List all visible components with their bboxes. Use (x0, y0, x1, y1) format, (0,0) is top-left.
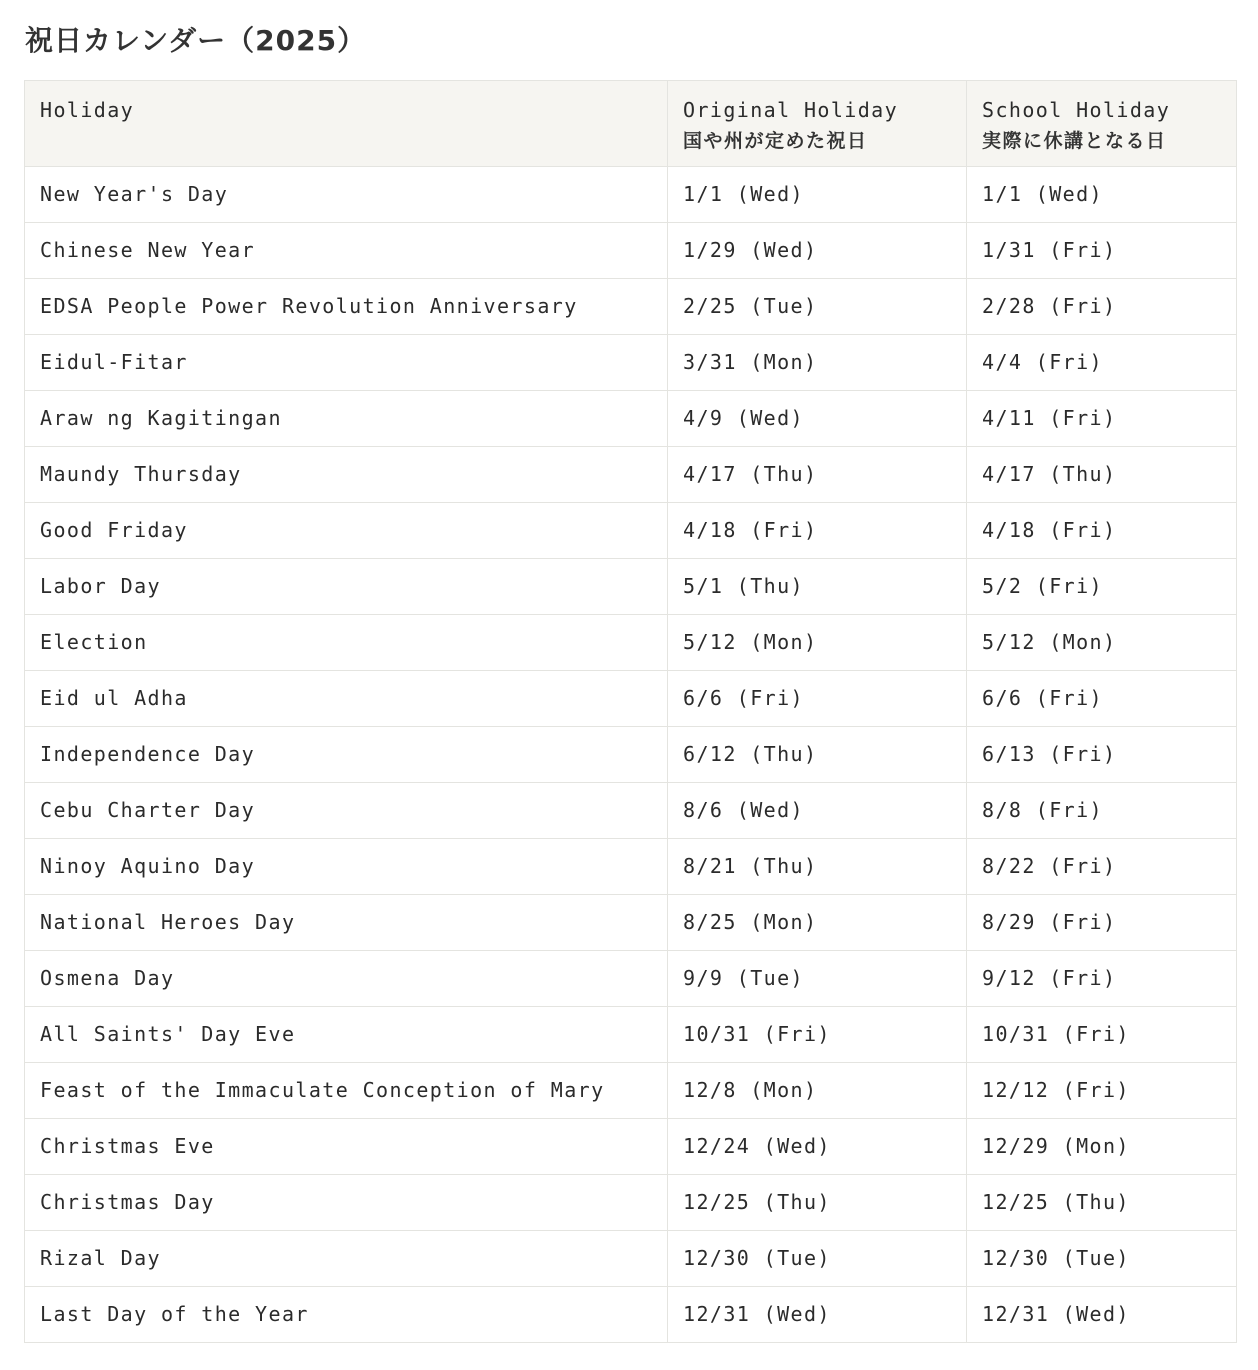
table-row (25, 783, 1237, 839)
table-row (25, 391, 1237, 447)
school-holiday-date-cell: 4/4 (Fri) (967, 335, 1237, 391)
header-holiday-label: Holiday (40, 98, 135, 122)
original-holiday-date-cell: 8/25 (Mon) (668, 895, 967, 951)
school-holiday-date-cell: 4/17 (Thu) (967, 447, 1237, 503)
original-holiday-date-cell: 12/24 (Wed) (668, 1119, 967, 1175)
holiday-name-cell: Eid ul Adha (25, 671, 668, 727)
school-holiday-date-cell: 12/31 (Wed) (967, 1287, 1237, 1343)
original-holiday-date-cell: 12/31 (Wed) (668, 1287, 967, 1343)
holiday-name-cell: Last Day of the Year (25, 1287, 668, 1343)
header-holiday (25, 81, 668, 167)
table-row (25, 839, 1237, 895)
holiday-name-cell: Eidul-Fitar (25, 335, 668, 391)
school-holiday-date-cell: 12/25 (Thu) (967, 1175, 1237, 1231)
original-holiday-date-cell: 8/21 (Thu) (668, 839, 967, 895)
original-holiday-date-cell: 3/31 (Mon) (668, 335, 967, 391)
school-holiday-date-cell: 8/22 (Fri) (967, 839, 1237, 895)
table-row (25, 615, 1237, 671)
table-row (25, 895, 1237, 951)
table-row (25, 951, 1237, 1007)
table-row (25, 223, 1237, 279)
school-holiday-date-cell: 12/29 (Mon) (967, 1119, 1237, 1175)
school-holiday-date-cell: 9/12 (Fri) (967, 951, 1237, 1007)
holiday-name-cell: New Year's Day (25, 167, 668, 223)
holiday-name-cell: EDSA People Power Revolution Anniversary (25, 279, 668, 335)
original-holiday-date-cell: 1/29 (Wed) (668, 223, 967, 279)
table-row (25, 671, 1237, 727)
holiday-name-cell: Ninoy Aquino Day (25, 839, 668, 895)
original-holiday-date-cell: 4/18 (Fri) (668, 503, 967, 559)
holiday-name-cell: Good Friday (25, 503, 668, 559)
school-holiday-date-cell: 5/2 (Fri) (967, 559, 1237, 615)
holiday-name-cell: Osmena Day (25, 951, 668, 1007)
table-row (25, 1175, 1237, 1231)
header-school-holiday-label: School Holiday (982, 98, 1171, 122)
original-holiday-date-cell: 12/25 (Thu) (668, 1175, 967, 1231)
original-holiday-date-cell: 12/30 (Tue) (668, 1231, 967, 1287)
original-holiday-date-cell: 12/8 (Mon) (668, 1063, 967, 1119)
header-school-holiday-sublabel: 実際に休講となる日 (982, 130, 1167, 152)
school-holiday-date-cell: 8/8 (Fri) (967, 783, 1237, 839)
table-row (25, 167, 1237, 223)
holiday-name-cell: National Heroes Day (25, 895, 668, 951)
holiday-name-cell: Araw ng Kagitingan (25, 391, 668, 447)
header-original-holiday-label: Original Holiday (683, 98, 899, 122)
table-row (25, 1007, 1237, 1063)
original-holiday-date-cell: 5/12 (Mon) (668, 615, 967, 671)
holiday-name-cell: Christmas Day (25, 1175, 668, 1231)
holiday-name-cell: Labor Day (25, 559, 668, 615)
original-holiday-date-cell: 2/25 (Tue) (668, 279, 967, 335)
school-holiday-date-cell: 5/12 (Mon) (967, 615, 1237, 671)
header-school-holiday (967, 81, 1237, 167)
holiday-name-cell: Independence Day (25, 727, 668, 783)
holiday-name-cell: Chinese New Year (25, 223, 668, 279)
table-row (25, 727, 1237, 783)
header-row (25, 81, 1237, 167)
holiday-table (24, 80, 1237, 1343)
school-holiday-date-cell: 6/13 (Fri) (967, 727, 1237, 783)
school-holiday-date-cell: 6/6 (Fri) (967, 671, 1237, 727)
school-holiday-date-cell: 8/29 (Fri) (967, 895, 1237, 951)
header-original-holiday (668, 81, 967, 167)
page-title: 祝日カレンダー（2025） (25, 24, 367, 57)
holiday-name-cell: Maundy Thursday (25, 447, 668, 503)
school-holiday-date-cell: 12/12 (Fri) (967, 1063, 1237, 1119)
school-holiday-date-cell: 12/30 (Tue) (967, 1231, 1237, 1287)
table-row (25, 279, 1237, 335)
school-holiday-date-cell: 2/28 (Fri) (967, 279, 1237, 335)
school-holiday-date-cell: 1/1 (Wed) (967, 167, 1237, 223)
header-original-holiday-sublabel: 国や州が定めた祝日 (683, 130, 868, 152)
school-holiday-date-cell: 1/31 (Fri) (967, 223, 1237, 279)
table-row (25, 559, 1237, 615)
holiday-name-cell: Feast of the Immaculate Conception of Mary (25, 1063, 668, 1119)
original-holiday-date-cell: 1/1 (Wed) (668, 167, 967, 223)
original-holiday-date-cell: 6/6 (Fri) (668, 671, 967, 727)
holiday-name-cell: All Saints' Day Eve (25, 1007, 668, 1063)
holiday-name-cell: Christmas Eve (25, 1119, 668, 1175)
holiday-name-cell: Election (25, 615, 668, 671)
table-row (25, 1063, 1237, 1119)
table-row (25, 503, 1237, 559)
table-row (25, 1231, 1237, 1287)
school-holiday-date-cell: 4/18 (Fri) (967, 503, 1237, 559)
original-holiday-date-cell: 8/6 (Wed) (668, 783, 967, 839)
original-holiday-date-cell: 4/9 (Wed) (668, 391, 967, 447)
holiday-name-cell: Cebu Charter Day (25, 783, 668, 839)
table-row (25, 335, 1237, 391)
table-row (25, 1119, 1237, 1175)
table-body (25, 167, 1237, 1343)
original-holiday-date-cell: 9/9 (Tue) (668, 951, 967, 1007)
table-header (25, 81, 1237, 167)
table-row (25, 1287, 1237, 1343)
holiday-name-cell: Rizal Day (25, 1231, 668, 1287)
table-row (25, 447, 1237, 503)
school-holiday-date-cell: 4/11 (Fri) (967, 391, 1237, 447)
original-holiday-date-cell: 10/31 (Fri) (668, 1007, 967, 1063)
original-holiday-date-cell: 5/1 (Thu) (668, 559, 967, 615)
original-holiday-date-cell: 4/17 (Thu) (668, 447, 967, 503)
school-holiday-date-cell: 10/31 (Fri) (967, 1007, 1237, 1063)
original-holiday-date-cell: 6/12 (Thu) (668, 727, 967, 783)
